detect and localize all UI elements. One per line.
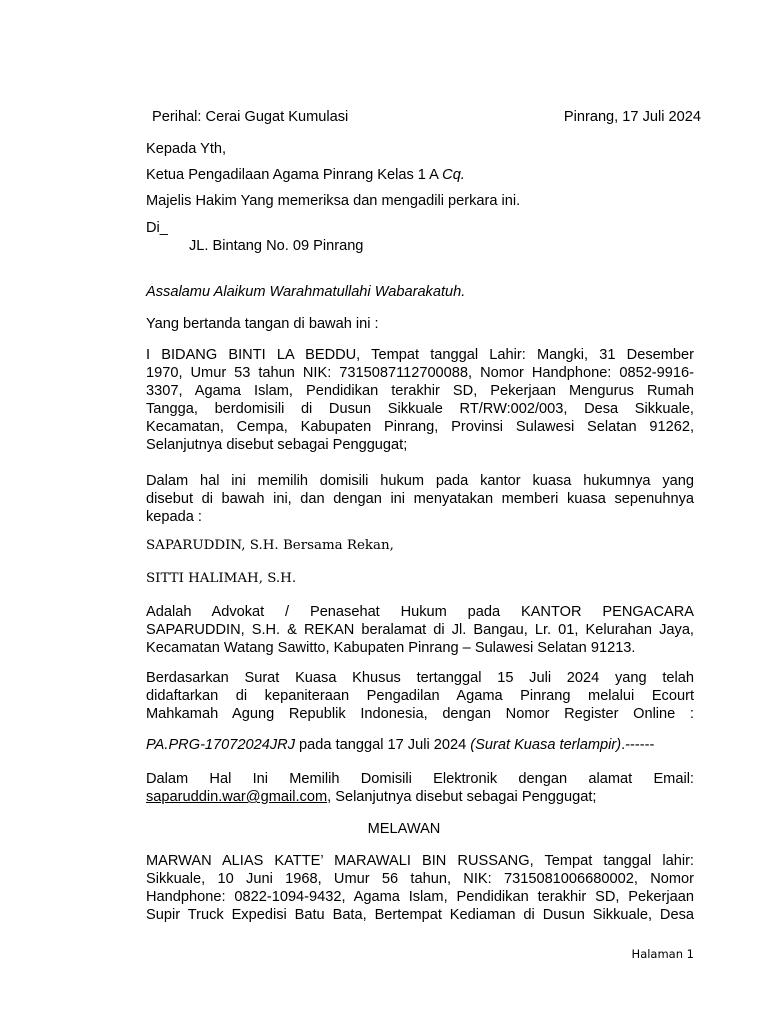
place-date: Pinrang, 17 Juli 2024 bbox=[563, 109, 701, 125]
plaintiff-line: 1970, Umur 53 tahun NIK: 7315087112700088, Nomor Handphone: 0852-9916- bbox=[146, 365, 694, 381]
defendant-line: Supir Truck Expedisi Batu Bata, Bertempat Kediaman di Dusun Sikkuale, Desa bbox=[146, 907, 694, 923]
lawyer-name-2: SITTI HALIMAH, S.H. bbox=[146, 571, 297, 586]
domicile-line: disebut di bawah ini, dan dengan ini menyatakan memberi kuasa sepenuhnya bbox=[146, 491, 694, 507]
power-of-attorney-line: Berdasarkan Surat Kuasa Khusus tertanggal 15 Juli 2024 yang telah bbox=[146, 670, 694, 686]
advocate-line-last: Kecamatan Watang Sawitto, Kabupaten Pinrang – Sulawesi Selatan 91213. bbox=[146, 640, 636, 656]
register-number: PA.PRG-17072024JRJ bbox=[146, 737, 295, 753]
plaintiff-line: Tangga, berdomisili di Dusun Sikkuale RT/RW:002/003, Desa Sikkuale, bbox=[146, 401, 694, 417]
advocate-line: Adalah Advokat / Penasehat Hukum pada KANTOR PENGACARA bbox=[146, 604, 694, 620]
defendant-line: MARWAN ALIAS KATTE’ MARAWALI BIN RUSSANG, Tempat tanggal lahir: bbox=[146, 853, 694, 869]
greeting: Assalamu Alaikum Warahmatullahi Wabarakatuh. bbox=[146, 284, 466, 300]
plaintiff-line-last: Selanjutnya disebut sebagai Penggugat; bbox=[146, 437, 408, 453]
addressee-line-2: Majelis Hakim Yang memeriksa dan mengadili perkara ini. bbox=[146, 193, 521, 209]
plaintiff-line: 3307, Agama Islam, Pendidikan terakhir SD, Pekerjaan Mengurus Rumah bbox=[146, 383, 694, 399]
plaintiff-line: I BIDANG BINTI LA BEDDU, Tempat tanggal Lahir: Mangki, 31 Desember bbox=[146, 347, 694, 363]
addressee-street: JL. Bintang No. 09 Pinrang bbox=[189, 238, 364, 254]
plaintiff-line: Kecamatan, Cempa, Kabupaten Pinrang, Provinsi Sulawesi Selatan 91262, bbox=[146, 419, 694, 435]
email-link[interactable]: saparuddin.war@gmail.com bbox=[146, 789, 328, 805]
defendant-line: Sikkuale, 10 Juni 1968, Umur 56 tahun, NIK: 7315081006680002, Nomor bbox=[146, 871, 694, 887]
versus-heading: MELAWAN bbox=[367, 821, 441, 837]
defendant-line: Handphone: 0822-1094-9432, Agama Islam, Pendidikan terakhir SD, Pekerjaan bbox=[146, 889, 694, 905]
attachment-note: (Surat Kuasa terlampir) bbox=[470, 737, 622, 753]
intro-line: Yang bertanda tangan di bawah ini : bbox=[146, 316, 379, 332]
addressee-line-1: Ketua Pengadilaan Agama Pinrang Kelas 1 A Cq. bbox=[146, 167, 465, 183]
domicile-line-last: kepada : bbox=[146, 509, 202, 525]
subject-line: Perihal: Cerai Gugat Kumulasi bbox=[152, 109, 349, 125]
power-of-attorney-register: PA.PRG-17072024JRJ pada tanggal 17 Juli 2024 (Surat Kuasa terlampir).------ bbox=[146, 737, 655, 753]
electronic-domicile-line-2: saparuddin.war@gmail.com, Selanjutnya disebut sebagai Penggugat; bbox=[146, 789, 597, 805]
power-of-attorney-line: didaftarkan di kepaniteraan Pengadilan Agama Pinrang melalui Ecourt bbox=[146, 688, 694, 704]
lawyer-name-1: SAPARUDDIN, S.H. Bersama Rekan, bbox=[146, 538, 394, 553]
advocate-line: SAPARUDDIN, S.H. & REKAN beralamat di Jl. Bangau, Lr. 01, Kelurahan Jaya, bbox=[146, 622, 694, 638]
addressee-salutation: Kepada Yth, bbox=[146, 141, 227, 157]
domicile-line: Dalam hal ini memilih domisili hukum pada kantor kuasa hukumnya yang bbox=[146, 473, 694, 489]
addressee-di: Di_ bbox=[146, 220, 168, 236]
page-number: Halaman 1 bbox=[631, 947, 694, 961]
power-of-attorney-line: Mahkamah Agung Republik Indonesia, dengan Nomor Register Online : bbox=[146, 706, 694, 722]
electronic-domicile-line: Dalam Hal Ini Memilih Domisili Elektronik dengan alamat Email: bbox=[146, 771, 694, 787]
